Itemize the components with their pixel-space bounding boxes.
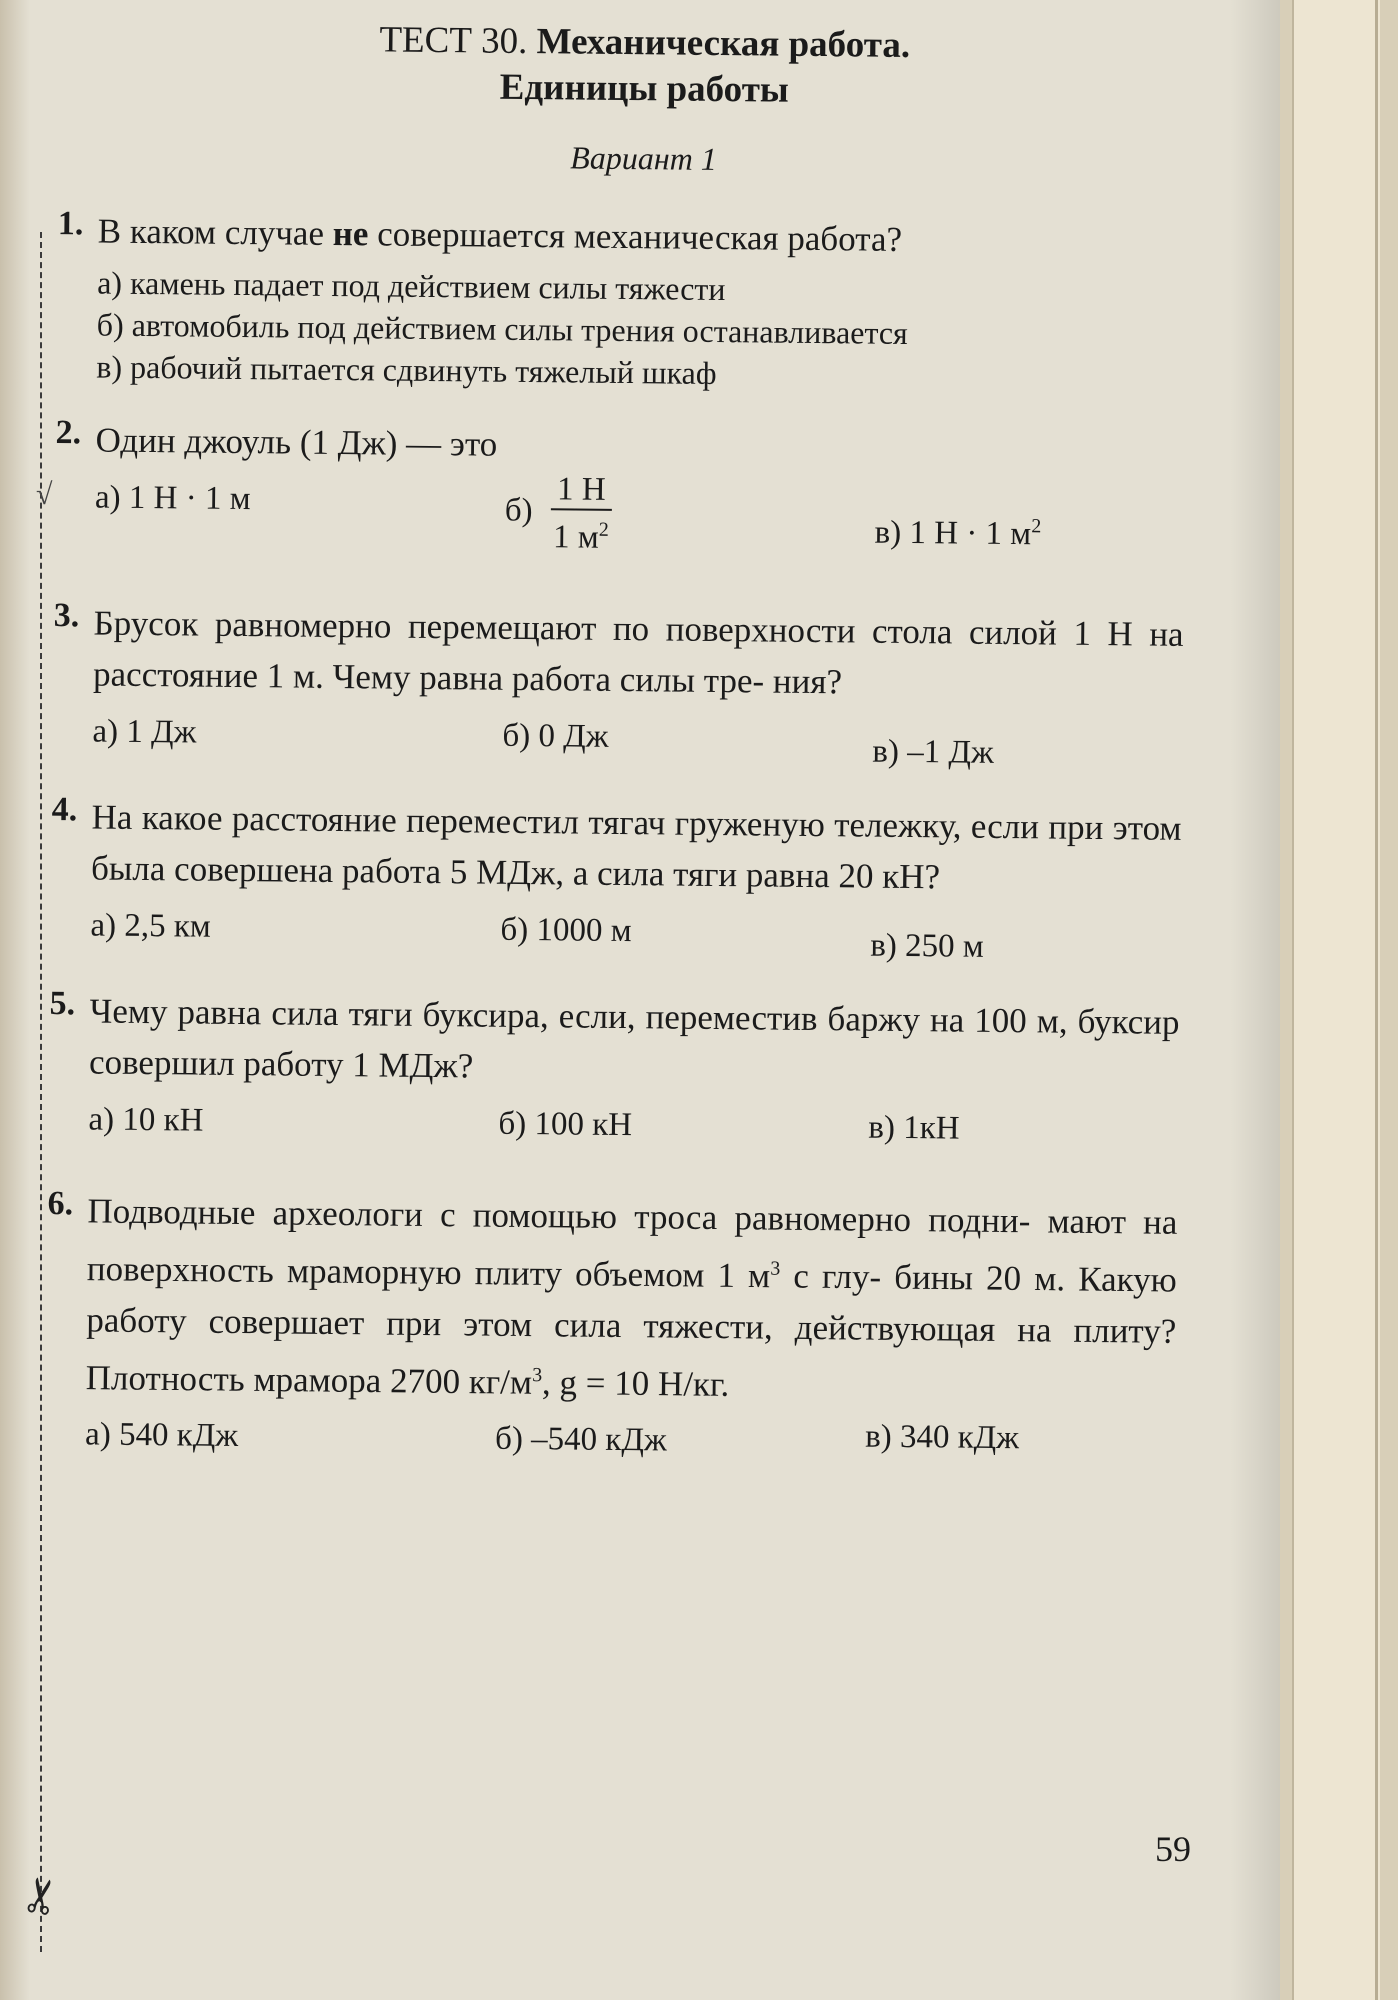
question-text <box>85 1185 1177 1414</box>
title-subtopic: Единицы работы <box>499 66 789 111</box>
answer-options <box>94 465 1185 568</box>
denominator-base: 1 м <box>552 519 599 556</box>
exponent: 3 <box>532 1363 543 1386</box>
question-number: 2. <box>55 414 82 452</box>
answer-option-c: в) рабочий пытается сдвинуть тяжелый шкаф <box>96 348 717 391</box>
question-text: Один джоуль (1 Дж) — это <box>95 420 498 464</box>
question-2 <box>54 414 1185 569</box>
exponent: 3 <box>770 1257 781 1280</box>
question-3 <box>52 597 1184 775</box>
answer-option-a: а) камень падает под действием силы тяжести <box>97 264 726 308</box>
question-text: На какое расстояние переместил тягач груженую тележку, если при этом была совершена работа 5 МДж, а сила тяги равна 20 кН? <box>90 797 1182 897</box>
checkmark-icon: √ <box>36 478 53 511</box>
page-gutter <box>0 0 30 2000</box>
answer-option-b: б) автомобиль под действием силы трения останавливается <box>96 306 908 351</box>
question-text-part: В каком случае <box>97 211 325 253</box>
fraction-denominator <box>550 510 611 557</box>
answer-option-c: в) 340 кДж <box>864 1418 1020 1457</box>
question-6 <box>45 1185 1178 1478</box>
question-number: 6. <box>47 1185 74 1223</box>
option-exponent: 2 <box>1031 515 1042 538</box>
answer-option-b: б) –540 кДж <box>494 1421 667 1459</box>
title-number: ТЕСТ 30. <box>379 19 528 62</box>
book-edge-pages <box>1292 0 1380 2000</box>
scissors-icon: ✂ <box>11 1871 74 1921</box>
answer-option-b: б) 100 кН <box>498 1105 633 1144</box>
answer-option-a: а) 1 Н · 1 м <box>94 479 251 518</box>
answer-options <box>88 1095 1179 1162</box>
denominator-exponent: 2 <box>598 518 609 541</box>
question-text-part: с глу- бины 20 м. Какую работу совершает при этом сила тяжести, действующая на плиту? Плотность мрамора 2700 кг/м <box>85 1256 1178 1402</box>
answer-option-c: в) –1 Дж <box>872 733 994 771</box>
answer-option-c <box>874 514 1041 554</box>
answer-option-c: в) 1кН <box>868 1109 960 1147</box>
question-text-part: , g = 10 Н/кг. <box>541 1362 730 1404</box>
answer-option-label: б) <box>504 492 533 529</box>
question-text-part: Подводные археологи с помощью троса равномерно подни- мают на поверхность мраморную плиту объемом 1 м <box>86 1191 1178 1296</box>
answer-option-text: в) 1 Н · 1 м <box>874 514 1032 553</box>
question-text <box>97 205 1187 267</box>
answer-option-b: б) 0 Дж <box>502 717 609 755</box>
answer-options <box>92 707 1183 774</box>
question-text: Чему равна сила тяги буксира, если, переместив баржу на 100 м, буксир совершил работу 1 МДж? <box>88 991 1180 1086</box>
question-number: 5. <box>49 985 76 1023</box>
question-text: Брусок равномерно перемещают по поверхности стола силой 1 Н на расстояние 1 м. Чему равна работа силы тре- ния? <box>92 603 1184 702</box>
answer-option-b <box>504 470 612 557</box>
test-content <box>45 14 1190 1478</box>
fraction-numerator: 1 Н <box>551 470 612 511</box>
book-edge-line <box>1375 0 1378 2000</box>
question-number: 1. <box>57 205 84 243</box>
answer-options <box>85 1411 1176 1478</box>
test-title <box>99 15 1190 118</box>
answer-option-c: в) 250 м <box>870 927 984 965</box>
question-number: 3. <box>53 597 80 635</box>
answer-option-a: а) 2,5 км <box>90 907 211 945</box>
answer-option-a: а) 540 кДж <box>84 1416 239 1455</box>
question-text-part: совершается механическая работа? <box>376 214 903 259</box>
fraction <box>550 470 611 557</box>
answer-option-a: а) 1 Дж <box>92 713 197 751</box>
question-text-emphasis: не <box>332 213 369 254</box>
title-topic: Механическая работа. <box>536 21 911 66</box>
question-4 <box>50 791 1182 969</box>
variant-label: Вариант 1 <box>570 139 718 177</box>
answer-options <box>96 262 1187 397</box>
question-number: 4. <box>51 791 78 829</box>
answer-option-b: б) 1000 м <box>500 911 632 950</box>
question-5 <box>48 985 1180 1163</box>
page-number: 59 <box>1155 1829 1191 1869</box>
answer-options <box>90 901 1181 968</box>
question-1 <box>56 205 1188 398</box>
answer-option-a: а) 10 кН <box>88 1101 204 1139</box>
